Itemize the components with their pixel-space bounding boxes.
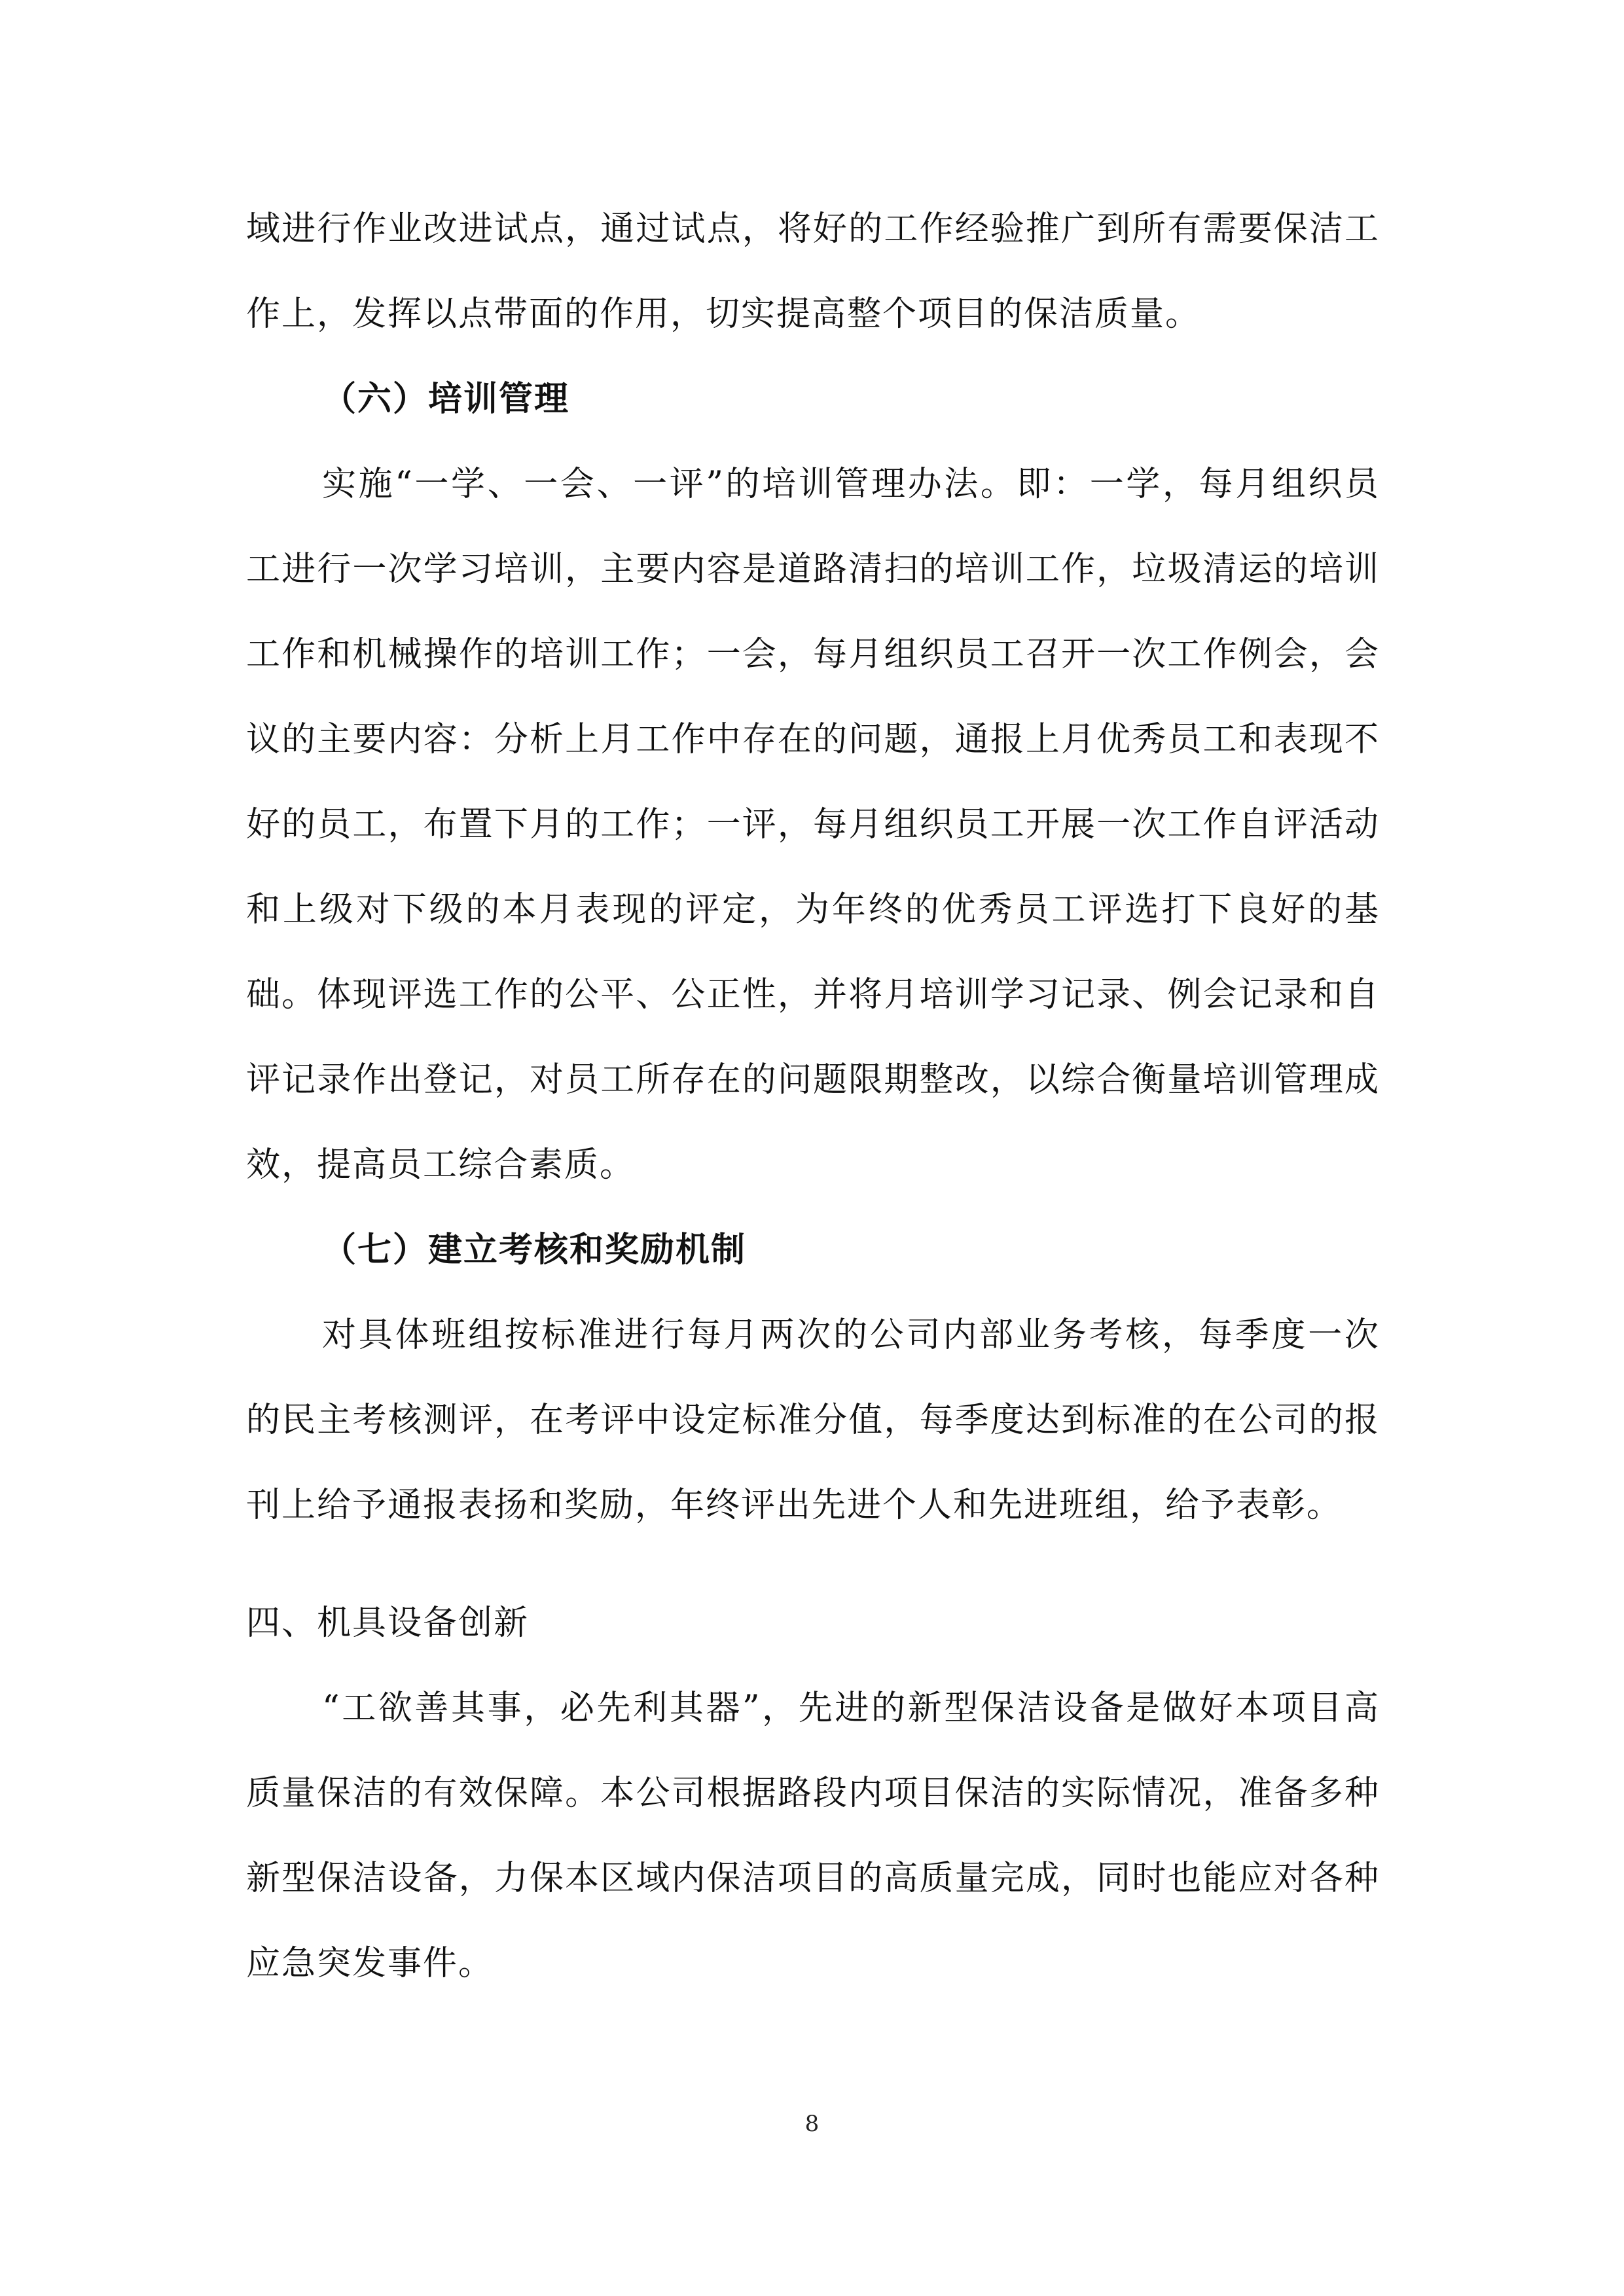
section-6-paragraph: 实施“一学、一会、一评”的培训管理办法。即：一学，每月组织员工进行一次学习培训，主要内容是道路清扫的培训工作，垃圾清运的培训工作和机械操作的培训工作；一会，每月组织员工召开一次工作例会，会议的主要内容：分析上月工作中存在的问题，通报上月优秀员工和表现不好的员工，布置下月的工作；一评，每月组织员工开展一次工作自评活动和上级对下级的本月表现的评定，为年终的优秀员工评选打下良好的基础。体现评选工作的公平、公正性，并将月培训学习记录、例会记录和自评记录作出登记，对员工所存在的问题限期整改，以综合衡量培训管理成效，提高员工综合素质。 — [246, 465, 1380, 1185]
section-7-heading: （七）建立考核和奖励机制 — [322, 1230, 747, 1270]
continuation-paragraph: 域进行作业改进试点，通过试点，将好的工作经验推广到所有需要保洁工作上，发挥以点带面的作用，切实提高整个项目的保洁质量。 — [246, 209, 1380, 334]
page-content — [246, 187, 1380, 2006]
section-6-heading: （六）培训管理 — [322, 380, 570, 419]
section-7-paragraph: 对具体班组按标准进行每月两次的公司内部业务考核，每季度一次的民主考核测评，在考评中设定标准分值，每季度达到标准的在公司的报刊上给予通报表扬和奖励，年终评出先进个人和先进班组，给予表彰。 — [246, 1316, 1380, 1525]
part-4-heading: 四、机具设备创新 — [246, 1604, 530, 1643]
part-4-paragraph: “工欲善其事，必先利其器”，先进的新型保洁设备是做好本项目高质量保洁的有效保障。本公司根据路段内项目保洁的实际情况，准备多种新型保洁设备，力保本区域内保洁项目的高质量完成，同时也能应对各种应急突发事件。 — [246, 1689, 1380, 1983]
page-number: 8 — [804, 2111, 820, 2137]
